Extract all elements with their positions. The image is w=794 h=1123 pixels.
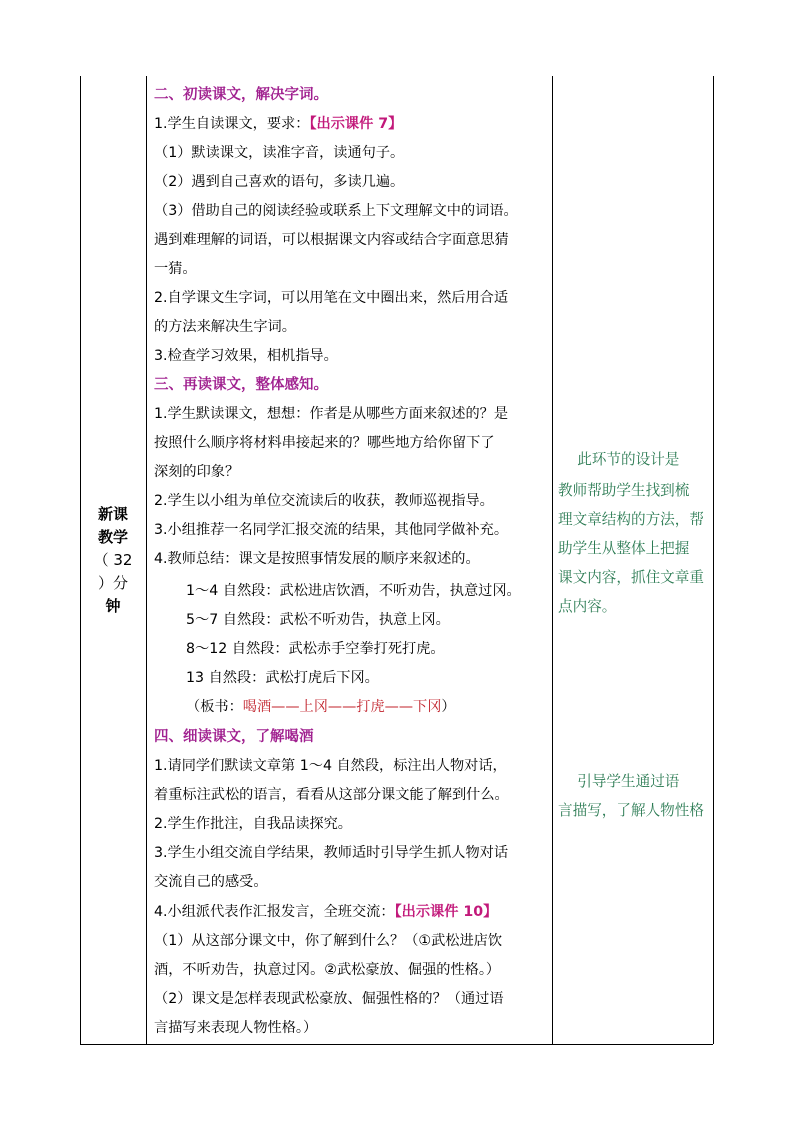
text-line: 着重标注武松的语言，看看从这部分课文能了解到什么。 <box>154 787 509 803</box>
row-label <box>87 503 139 618</box>
text-line: 1.学生默读课文，想想：作者是从哪些方面来叙述的？是 <box>154 406 509 422</box>
note-line: 引导学生通过语 <box>558 773 680 790</box>
text-line: 1.请同学们默读文章第 1～4 自然段，标注出人物对话， <box>154 758 507 774</box>
text-line: （2）课文是怎样表现武松豪放、倔强性格的？（通过语 <box>154 991 504 1007</box>
text-line: 言描写来表现人物性格。） <box>154 1020 318 1036</box>
text-line: 3.学生小组交流自学结果，教师适时引导学生抓人物对话 <box>154 845 509 861</box>
text-line: （1）默读课文，读准字音，读通句子。 <box>154 145 405 161</box>
lesson-table <box>80 76 713 1044</box>
text-line: 5～7 自然段：武松不听劝告，执意上冈。 <box>186 612 450 628</box>
section-heading: 二、初读课文，解决字词。 <box>154 87 328 103</box>
note-line: 课文内容，抓住文章重 <box>558 569 704 586</box>
courseware-tag: 【出示课件 10】 <box>394 904 498 920</box>
text-line: 2.学生以小组为单位交流读后的收获，教师巡视指导。 <box>154 493 494 509</box>
text-line: 交流自己的感受。 <box>154 874 268 890</box>
text-span: ） <box>441 699 456 715</box>
text-line: 13 自然段：武松打虎后下冈。 <box>186 670 379 686</box>
text-line: 8～12 自然段：武松赤手空拳打死打虎。 <box>186 641 445 657</box>
text-line: 按照什么顺序将材料串接起来的？哪些地方给你留下了 <box>154 435 495 451</box>
text-line <box>154 114 402 134</box>
row-label-cell <box>80 76 146 1044</box>
label-line: 钟 <box>105 596 121 615</box>
text-line: 3.检查学习效果，相机指导。 <box>154 348 338 364</box>
text-line: 遇到难理解的词语，可以根据课文内容或结合字面意思猜 <box>154 232 509 248</box>
text-line: 2.自学课文生字词，可以用笔在文中圈出来，然后用合适 <box>154 290 509 306</box>
section-heading: 四、细读课文，了解喝酒 <box>154 729 314 745</box>
note-line: 教师帮助学生找到梳 <box>558 482 690 499</box>
courseware-tag: 【出示课件 7】 <box>309 116 403 132</box>
text-line: （3）借助自己的阅读经验或联系上下文理解文中的词语。 <box>154 203 518 219</box>
text-line: 1～4 自然段：武松进店饮酒，不听劝告，执意过冈。 <box>186 583 521 599</box>
text-line: 的方法来解决生字词。 <box>154 319 296 335</box>
text-span: （板书： <box>186 699 243 715</box>
text-line: 深刻的印象？ <box>154 464 240 480</box>
board-text: 喝酒——上冈——打虎——下冈 <box>242 699 442 715</box>
text-line: 4.教师总结：课文是按照事情发展的顺序来叙述的。 <box>154 551 480 567</box>
content-cell <box>146 76 552 1044</box>
text-span: 1.学生自读课文，要求： <box>154 116 310 132</box>
label-line: 教学 <box>97 527 128 546</box>
text-line: 3.小组推荐一名同学汇报交流的结果，其他同学做补充。 <box>154 522 509 538</box>
note-line: 点内容。 <box>558 598 617 615</box>
text-line: （1）从这部分课文中，你了解到什么？（①武松进店饮 <box>154 933 503 949</box>
text-line: （2）遇到自己喜欢的语句，多读几遍。 <box>154 174 405 190</box>
note-cell <box>552 76 713 1044</box>
text-line <box>154 902 497 922</box>
text-line: 一猜。 <box>154 261 197 277</box>
text-span: 4.小组派代表作汇报发言，全班交流： <box>154 904 395 920</box>
note-line: 助学生从整体上把握 <box>558 540 690 557</box>
label-line: 新课 <box>97 504 128 523</box>
label-line: （ 32 <box>93 550 133 569</box>
section-heading: 三、再读课文，整体感知。 <box>154 377 328 393</box>
label-line: ）分 <box>97 573 128 592</box>
text-line: 酒，不听劝告，执意过冈。②武松豪放、倔强的性格。） <box>154 962 501 978</box>
board-line <box>186 697 456 717</box>
note-line: 言描写，了解人物性格 <box>558 802 704 819</box>
note-line: 此环节的设计是 <box>558 451 680 468</box>
text-line: 2.学生作批注，自我品读探究。 <box>154 816 352 832</box>
note-line: 理文章结构的方法，帮 <box>558 511 704 528</box>
